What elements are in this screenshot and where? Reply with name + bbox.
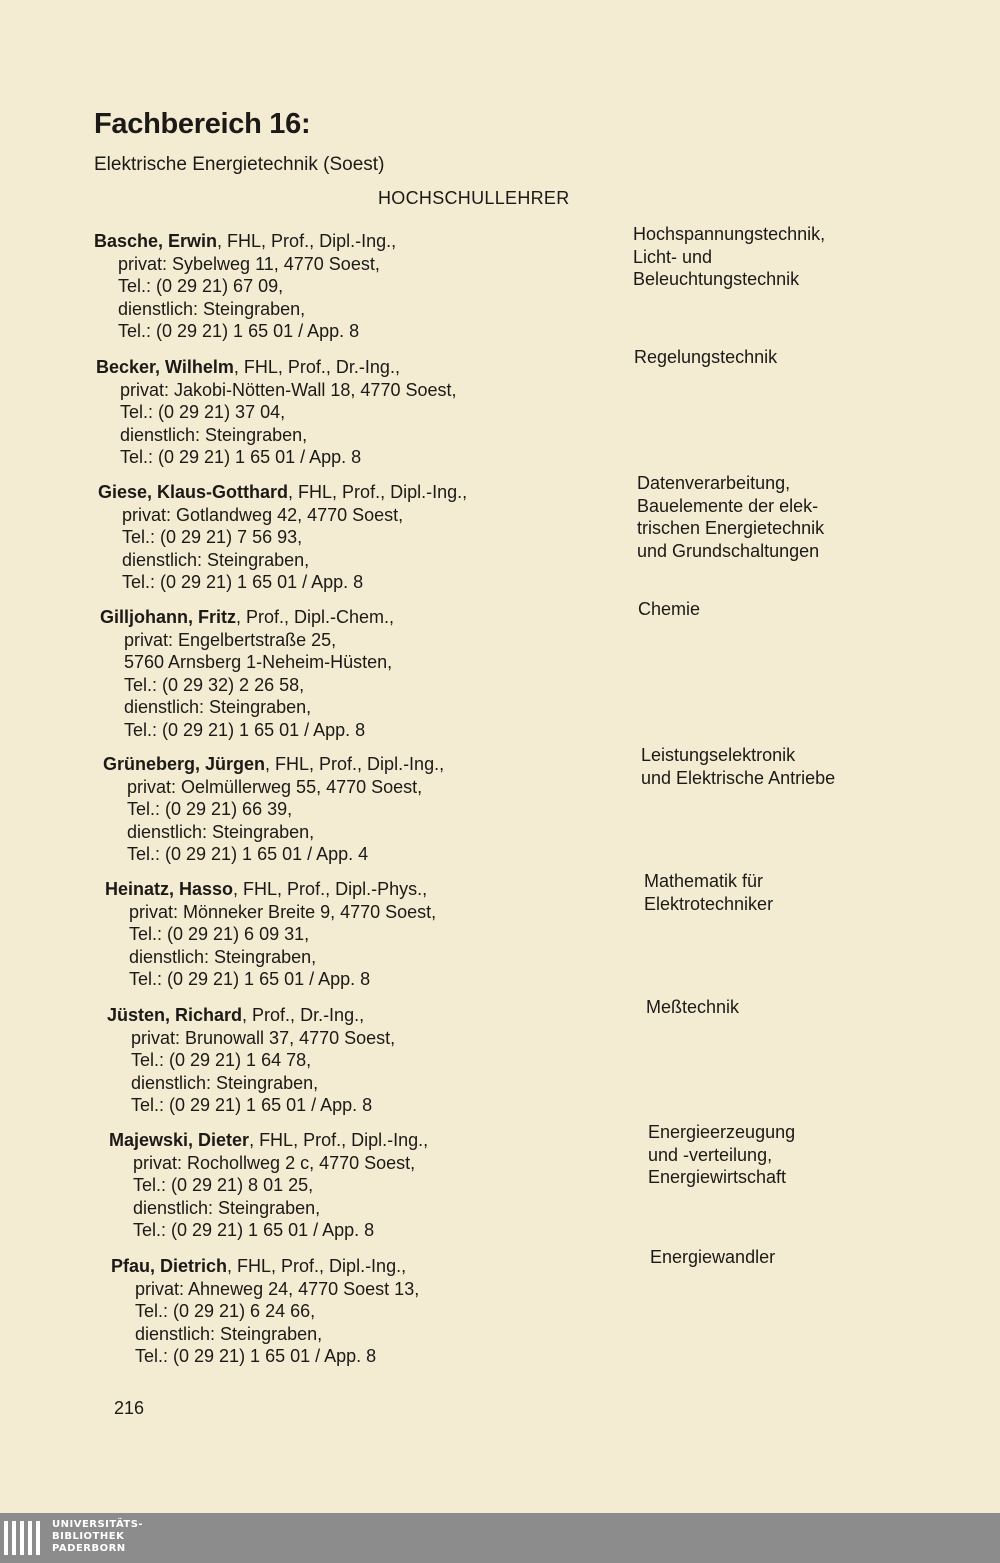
entry-line: dienstlich: Steingraben, [133,1197,321,1218]
field-becker [634,346,914,369]
entry-majewski [109,1129,639,1242]
entry-line: Tel.: (0 29 21) 1 65 01 / App. 8 [129,969,371,989]
page-number: 216 [114,1398,145,1418]
entry-line: privat: Mönneker Breite 9, 4770 Soest, [129,901,437,922]
entry-name: Heinatz, Hasso [105,879,234,899]
field-line: Meßtechnik [646,997,740,1017]
entry-header [111,1255,641,1278]
entry-title: , FHL, Prof., Dr.-Ing., [233,357,400,377]
field-line: Energiewirtschaft [648,1167,787,1187]
entry-title: , FHL, Prof., Dipl.-Ing., [227,1256,407,1276]
field-pfau [650,1246,930,1269]
field-line: Energiewandler [650,1247,776,1267]
field-line: Elektrotechniker [644,893,774,914]
page-subtitle: Elektrische Energietechnik (Soest) [94,154,385,175]
entry-title: , FHL, Prof., Dipl.-Phys., [233,879,428,899]
entry-name: Giese, Klaus-Gotthard [98,482,289,502]
entry-pfau [111,1255,641,1368]
field-line: Leistungselektronik [641,745,796,765]
entry-line: privat: Rochollweg 2 c, 4770 Soest, [133,1152,416,1173]
section-heading: HOCHSCHULLEHRER [378,188,570,208]
entry-line: privat: Sybelweg 11, 4770 Soest, [118,253,380,274]
entry-line: dienstlich: Steingraben, [122,549,310,570]
field-line: und -verteilung, [648,1144,773,1165]
entry-header [105,878,635,901]
entry-basche [94,230,624,343]
entry-line: Tel.: (0 29 21) 1 65 01 / App. 8 [133,1220,375,1240]
field-line: Licht- und [633,246,713,267]
page-title: Fachbereich 16: [94,108,311,140]
entry-name: Basche, Erwin [94,231,218,251]
entry-header [103,753,633,776]
library-footer [0,1513,1000,1563]
entry-line: privat: Ahneweg 24, 4770 Soest 13, [135,1278,420,1299]
entry-line: dienstlich: Steingraben, [135,1323,323,1344]
entry-gilljohann [100,606,630,741]
entry-header [94,230,624,253]
entry-title: , FHL, Prof., Dipl.-Ing., [217,231,397,251]
entry-title: , FHL, Prof., Dipl.-Ing., [288,482,468,502]
entry-header [96,356,626,379]
entry-becker [96,356,626,469]
entry-juesten [107,1004,637,1117]
entry-line: Tel.: (0 29 21) 1 65 01 / App. 4 [127,844,369,864]
field-line: Mathematik für [644,871,764,891]
entry-line: Tel.: (0 29 21) 1 64 78, [131,1050,312,1070]
entry-line: Tel.: (0 29 21) 1 65 01 / App. 8 [135,1346,377,1366]
entry-name: Pfau, Dietrich [111,1256,228,1276]
entry-line: privat: Brunowall 37, 4770 Soest, [131,1027,396,1048]
field-line: Beleuchtungstechnik [633,269,800,289]
entry-line: Tel.: (0 29 21) 1 65 01 / App. 8 [120,447,362,467]
entry-title: , Prof., Dr.-Ing., [242,1005,365,1025]
entry-line: Tel.: (0 29 21) 6 09 31, [129,924,310,944]
field-juesten [646,996,926,1019]
library-logo-text [52,1519,143,1555]
field-majewski [648,1121,928,1189]
entry-name: Becker, Wilhelm [96,357,234,377]
logo-line: UNIVERSITÄTS- [52,1519,144,1530]
entry-line: dienstlich: Steingraben, [118,298,306,319]
entry-line: Tel.: (0 29 32) 2 26 58, [124,674,305,695]
entry-name: Jüsten, Richard [107,1005,243,1025]
entry-line: dienstlich: Steingraben, [124,697,312,717]
field-giese [637,472,917,562]
entry-name: Gilljohann, Fritz [100,607,236,627]
entry-line: Tel.: (0 29 21) 8 01 25, [133,1175,314,1195]
logo-line: PADERBORN [52,1543,126,1554]
field-line: Regelungstechnik [634,347,778,367]
field-line: Chemie [638,599,701,619]
entry-line: Tel.: (0 29 21) 37 04, [120,402,286,422]
entry-line: privat: Oelmüllerweg 55, 4770 Soest, [127,776,423,797]
entry-line: dienstlich: Steingraben, [127,821,315,842]
entry-line: Tel.: (0 29 21) 1 65 01 / App. 8 [131,1095,373,1115]
entry-line: privat: Jakobi-Nötten-Wall 18, 4770 Soest, [120,379,457,400]
field-line: trischen Energietechnik [637,518,825,538]
entry-line: Tel.: (0 29 21) 1 65 01 / App. 8 [118,321,360,341]
field-heinatz [644,870,924,915]
entry-line: dienstlich: Steingraben, [131,1072,319,1093]
field-line: Datenverarbeitung, [637,473,791,493]
library-logo-icon [4,1521,44,1557]
entry-line: dienstlich: Steingraben, [129,946,317,967]
field-line: Hochspannungstechnik, [633,224,826,244]
entry-title: , FHL, Prof., Dipl.-Ing., [265,754,445,774]
field-basche [633,223,913,291]
entry-giese [98,481,628,594]
entry-name: Grüneberg, Jürgen [103,754,266,774]
entry-line: Tel.: (0 29 21) 1 65 01 / App. 8 [124,719,366,740]
entry-header [107,1004,637,1027]
entry-line: 5760 Arnsberg 1-Neheim-Hüsten, [124,652,393,672]
entry-line: Tel.: (0 29 21) 7 56 93, [122,527,303,547]
field-grueneberg [641,744,921,789]
logo-line: BIBLIOTHEK [52,1531,125,1542]
field-line: Bauelemente der elek- [637,495,819,516]
entry-name: Majewski, Dieter [109,1130,250,1150]
entry-header [98,481,628,504]
entry-title: , Prof., Dipl.-Chem., [236,607,395,627]
field-line: und Elektrische Antriebe [641,767,836,788]
field-line: und Grundschaltungen [637,540,820,561]
entry-line: Tel.: (0 29 21) 6 24 66, [135,1301,316,1321]
field-line: Energieerzeugung [648,1122,796,1142]
entry-line: Tel.: (0 29 21) 66 39, [127,799,293,819]
entry-header [109,1129,639,1152]
entry-line: Tel.: (0 29 21) 67 09, [118,276,284,296]
entry-header [100,606,630,629]
entry-line: privat: Engelbertstraße 25, [124,629,337,650]
field-gilljohann [638,598,918,621]
entry-line: dienstlich: Steingraben, [120,424,308,445]
entry-heinatz [105,878,635,991]
entry-title: , FHL, Prof., Dipl.-Ing., [249,1130,429,1150]
entry-line: privat: Gotlandweg 42, 4770 Soest, [122,504,404,525]
entry-grueneberg [103,753,633,866]
entry-line: Tel.: (0 29 21) 1 65 01 / App. 8 [122,572,364,592]
